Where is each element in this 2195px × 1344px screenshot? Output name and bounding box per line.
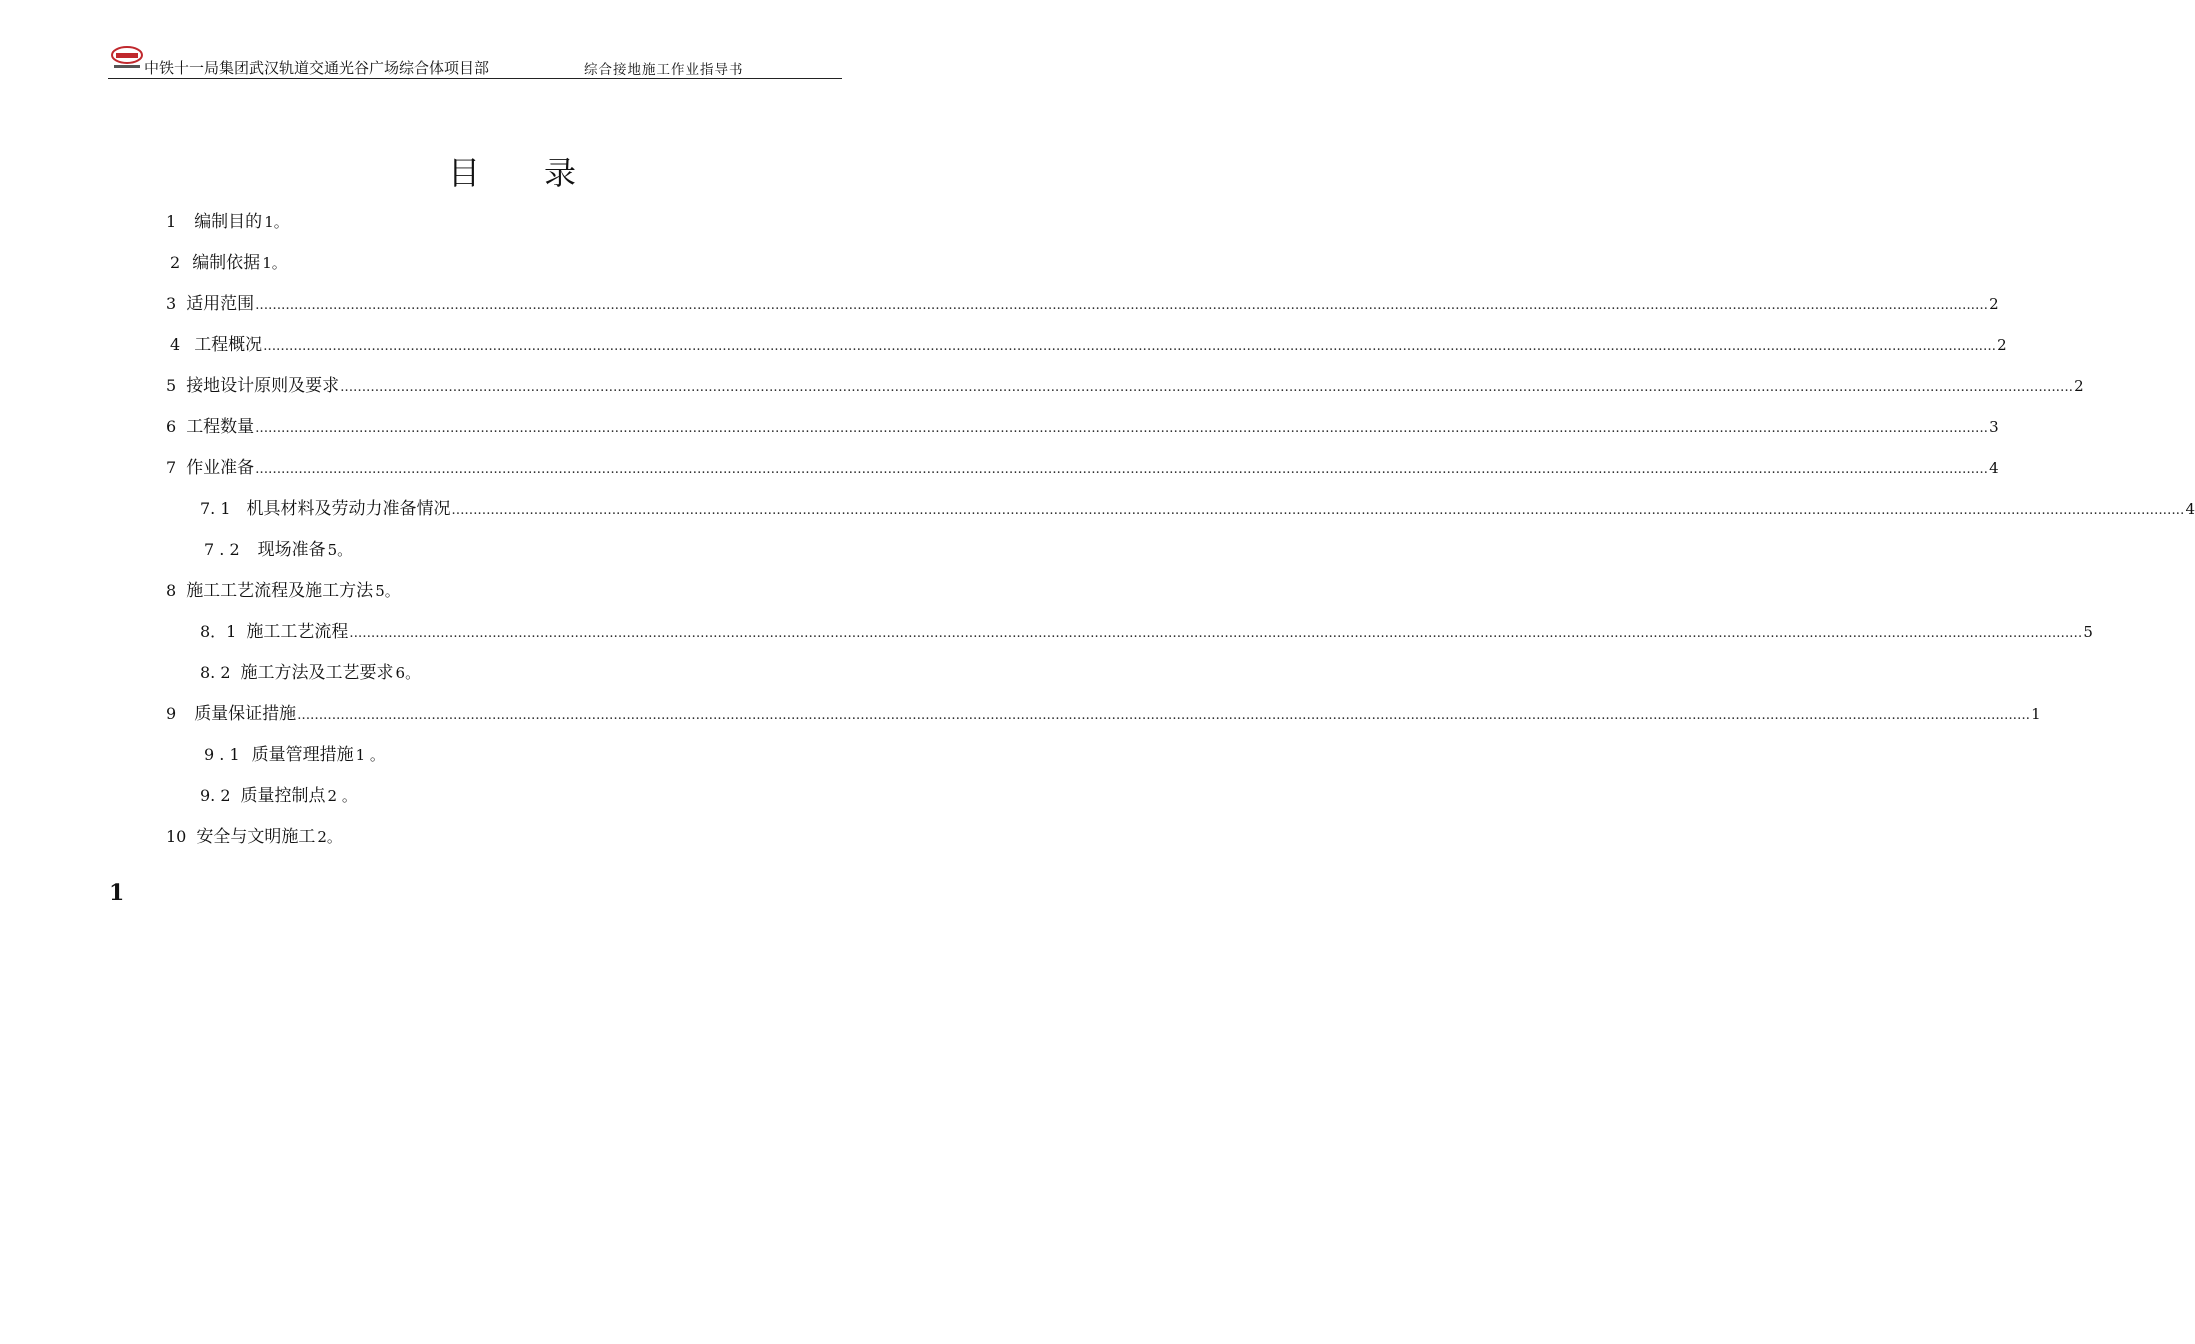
toc-entry[interactable] [166, 456, 1999, 480]
toc-entry[interactable] [170, 251, 287, 275]
toc-entry-page: 2 [1997, 336, 2007, 354]
page-number: 1 [109, 880, 125, 906]
toc-entry-number: 1 [166, 212, 177, 231]
toc-entry[interactable] [166, 702, 2041, 726]
toc-entry-page: 3 [1989, 418, 1999, 436]
organization-name: 中铁十一局集团武汉轨道交通光谷广场综合体项目部 [144, 59, 490, 77]
toc-entry-number: 10 [166, 827, 187, 846]
toc-entry-label: 质量管理措施 [251, 745, 354, 765]
toc-leader-dots: ................................................................................................................................................................................................................................................................................................................................................................................................................ [451, 503, 2185, 518]
toc-entry-page: 2 [2074, 377, 2084, 395]
toc-entry-number: 9. 2 [200, 786, 231, 805]
page-header [108, 44, 842, 79]
toc-entry[interactable] [166, 825, 342, 849]
toc-entry[interactable] [200, 784, 357, 808]
toc-entry-page: 6。 [395, 664, 421, 682]
toc-entry[interactable] [200, 661, 420, 685]
toc-leader-dots: ................................................................................................................................................................................................................................................................................................................................................................................................................ [255, 421, 1989, 436]
toc-entry-number: 5 [166, 376, 177, 395]
toc-leader-dots: ................................................................................................................................................................................................................................................................................................................................................................................................................ [255, 462, 1989, 477]
toc-entry-page: 5。 [327, 541, 353, 559]
toc-entry-label: 质量保证措施 [194, 704, 297, 724]
toc-entry[interactable] [166, 292, 1999, 316]
toc-entry-label: 施工方法及工艺要求 [240, 663, 394, 683]
toc-entry-number: 8. 2 [200, 663, 231, 682]
toc-entry[interactable] [166, 579, 400, 603]
toc-title: 目 录 [447, 154, 576, 192]
toc-entry-label: 工程概况 [194, 335, 263, 355]
toc-entry-number: 3 [166, 294, 177, 313]
toc-entry-label: 工程数量 [186, 417, 255, 437]
toc-entry-label: 接地设计原则及要求 [186, 376, 340, 396]
toc-entry-number: 4 [170, 335, 181, 354]
toc-entry-number: 9 [166, 704, 177, 723]
toc-entry[interactable] [200, 497, 2195, 521]
toc-entry-label: 安全与文明施工 [196, 827, 316, 847]
toc-entry[interactable] [204, 538, 352, 562]
toc-entry-number: 6 [166, 417, 177, 436]
toc-entry-page: 1 [2031, 705, 2041, 723]
toc-entry-page: 2。 [317, 828, 342, 846]
toc-entry-label: 现场准备 [257, 540, 326, 560]
toc-entry-page: 4 [1989, 459, 1999, 477]
toc-entry[interactable] [200, 620, 2093, 644]
toc-entry-number: 2 [170, 253, 181, 272]
toc-entry-label: 作业准备 [186, 458, 255, 478]
toc-entry-number: 9 . 1 [204, 745, 240, 764]
toc-entry-label: 编制目的 [194, 212, 263, 232]
toc-entry-page: 4 [2185, 500, 2195, 518]
toc-leader-dots: ................................................................................................................................................................................................................................................................................................................................................................................................................ [255, 298, 1989, 313]
toc-entry-page: 5。 [375, 582, 400, 600]
toc-entry-page: 2 。 [327, 787, 357, 805]
toc-entry[interactable] [166, 415, 1999, 439]
toc-entry-page: 5 [2083, 623, 2093, 641]
toc-entry-number: 7. 1 [200, 499, 231, 518]
toc-leader-dots: ................................................................................................................................................................................................................................................................................................................................................................................................................ [340, 380, 2074, 395]
toc-entry-label: 适用范围 [186, 294, 255, 314]
toc-entry-label: 质量控制点 [240, 786, 326, 806]
toc-entry[interactable] [166, 210, 289, 234]
toc-entry-number: 8．1 [200, 622, 237, 641]
toc-entry-label: 机具材料及劳动力准备情况 [246, 499, 451, 519]
company-logo-icon [110, 45, 144, 73]
document-name: 综合接地施工作业指导书 [584, 62, 744, 78]
toc-entry[interactable] [204, 743, 385, 767]
toc-entry[interactable] [166, 374, 2084, 398]
toc-entry-page: 1。 [264, 213, 289, 231]
toc-leader-dots: ................................................................................................................................................................................................................................................................................................................................................................................................................ [349, 626, 2083, 641]
toc-leader-dots: ................................................................................................................................................................................................................................................................................................................................................................................................................ [297, 708, 2031, 723]
toc-entry-page: 2 [1989, 295, 1999, 313]
toc-entry-label: 编制依据 [192, 253, 261, 273]
toc-entry-page: 1 。 [355, 746, 385, 764]
toc-entry-number: 7 . 2 [204, 540, 240, 559]
toc-entry-label: 施工工艺流程 [246, 622, 349, 642]
toc-entry-page: 1。 [262, 254, 287, 272]
toc-entry-label: 施工工艺流程及施工方法 [186, 581, 374, 601]
toc-leader-dots: ................................................................................................................................................................................................................................................................................................................................................................................................................ [263, 339, 1997, 354]
toc-entry[interactable] [170, 333, 2007, 357]
toc-entry-number: 8 [166, 581, 177, 600]
toc-entry-number: 7 [166, 458, 177, 477]
